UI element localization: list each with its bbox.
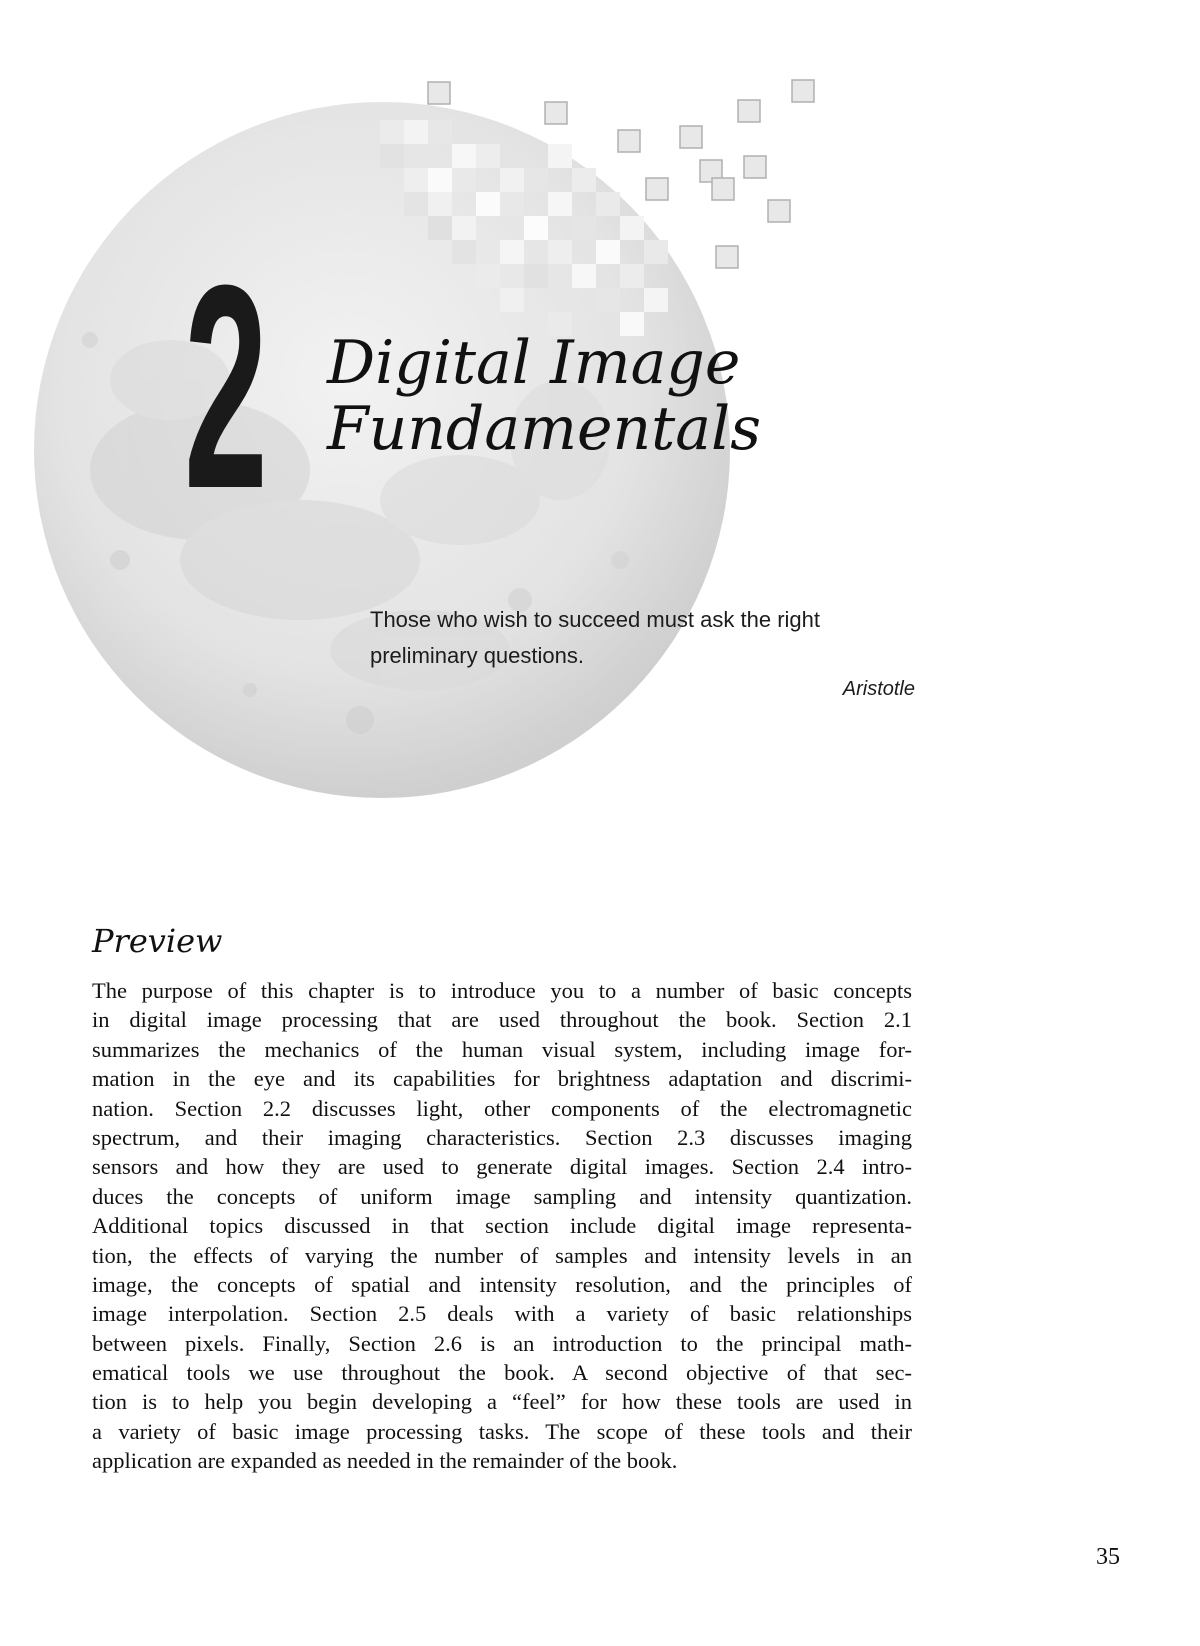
epigraph-quote xyxy=(370,602,890,674)
chapter-title xyxy=(327,330,761,462)
paragraph-line: The purpose of this chapter is to introduce you to a number of basic concepts xyxy=(92,978,912,1003)
paragraph-line: in digital image processing that are used throughout the book. Section 2.1 xyxy=(92,1007,912,1033)
paragraph-line: Additional topics discussed in that section include digital image representa- xyxy=(92,1213,912,1239)
preview-paragraph xyxy=(92,976,912,1476)
paragraph-line: image, the concepts of spatial and intensity resolution, and the principles of xyxy=(92,1271,912,1297)
paragraph-line: duces the concepts of uniform image sampling and intensity quantization. xyxy=(92,1183,912,1209)
epigraph-author: Aristotle xyxy=(842,678,915,700)
page-number: 35 xyxy=(1096,1544,1120,1570)
section-heading: Preview xyxy=(92,922,223,960)
paragraph-line: image interpolation. Section 2.5 deals with a variety of basic relationships xyxy=(92,1301,912,1327)
paragraph-line: spectrum, and their imaging characteristics. Section 2.3 discusses imaging xyxy=(92,1124,912,1150)
paragraph-line: tion is to help you begin developing a “feel” for how these tools are used in xyxy=(92,1389,912,1415)
chapter-title-line: Digital Image xyxy=(327,328,741,398)
paragraph-line: application are expanded as needed in the remainder of the book. xyxy=(92,1448,678,1474)
paragraph-line: sensors and how they are used to generate digital images. Section 2.4 intro- xyxy=(92,1154,912,1180)
epigraph-line: preliminary questions. xyxy=(370,643,584,668)
paragraph-line: between pixels. Finally, Section 2.6 is an introduction to the principal math- xyxy=(92,1330,912,1356)
paragraph-line: mation in the eye and its capabilities for brightness adaptation and discrimi- xyxy=(92,1066,912,1092)
paragraph-line: a variety of basic image processing tasks. The scope of these tools and their xyxy=(92,1418,912,1444)
paragraph-line: ematical tools we use throughout the book. A second objective of that sec- xyxy=(92,1360,912,1386)
chapter-title-line: Fundamentals xyxy=(327,394,762,464)
paragraph-line: summarizes the mechanics of the human visual system, including image for- xyxy=(92,1036,912,1062)
chapter-number: 2 xyxy=(184,225,266,549)
epigraph-line: Those who wish to succeed must ask the right xyxy=(370,607,820,632)
paragraph-line: tion, the effects of varying the number of samples and intensity levels in an xyxy=(92,1242,912,1268)
paragraph-line: nation. Section 2.2 discusses light, other components of the electromagnetic xyxy=(92,1095,912,1121)
